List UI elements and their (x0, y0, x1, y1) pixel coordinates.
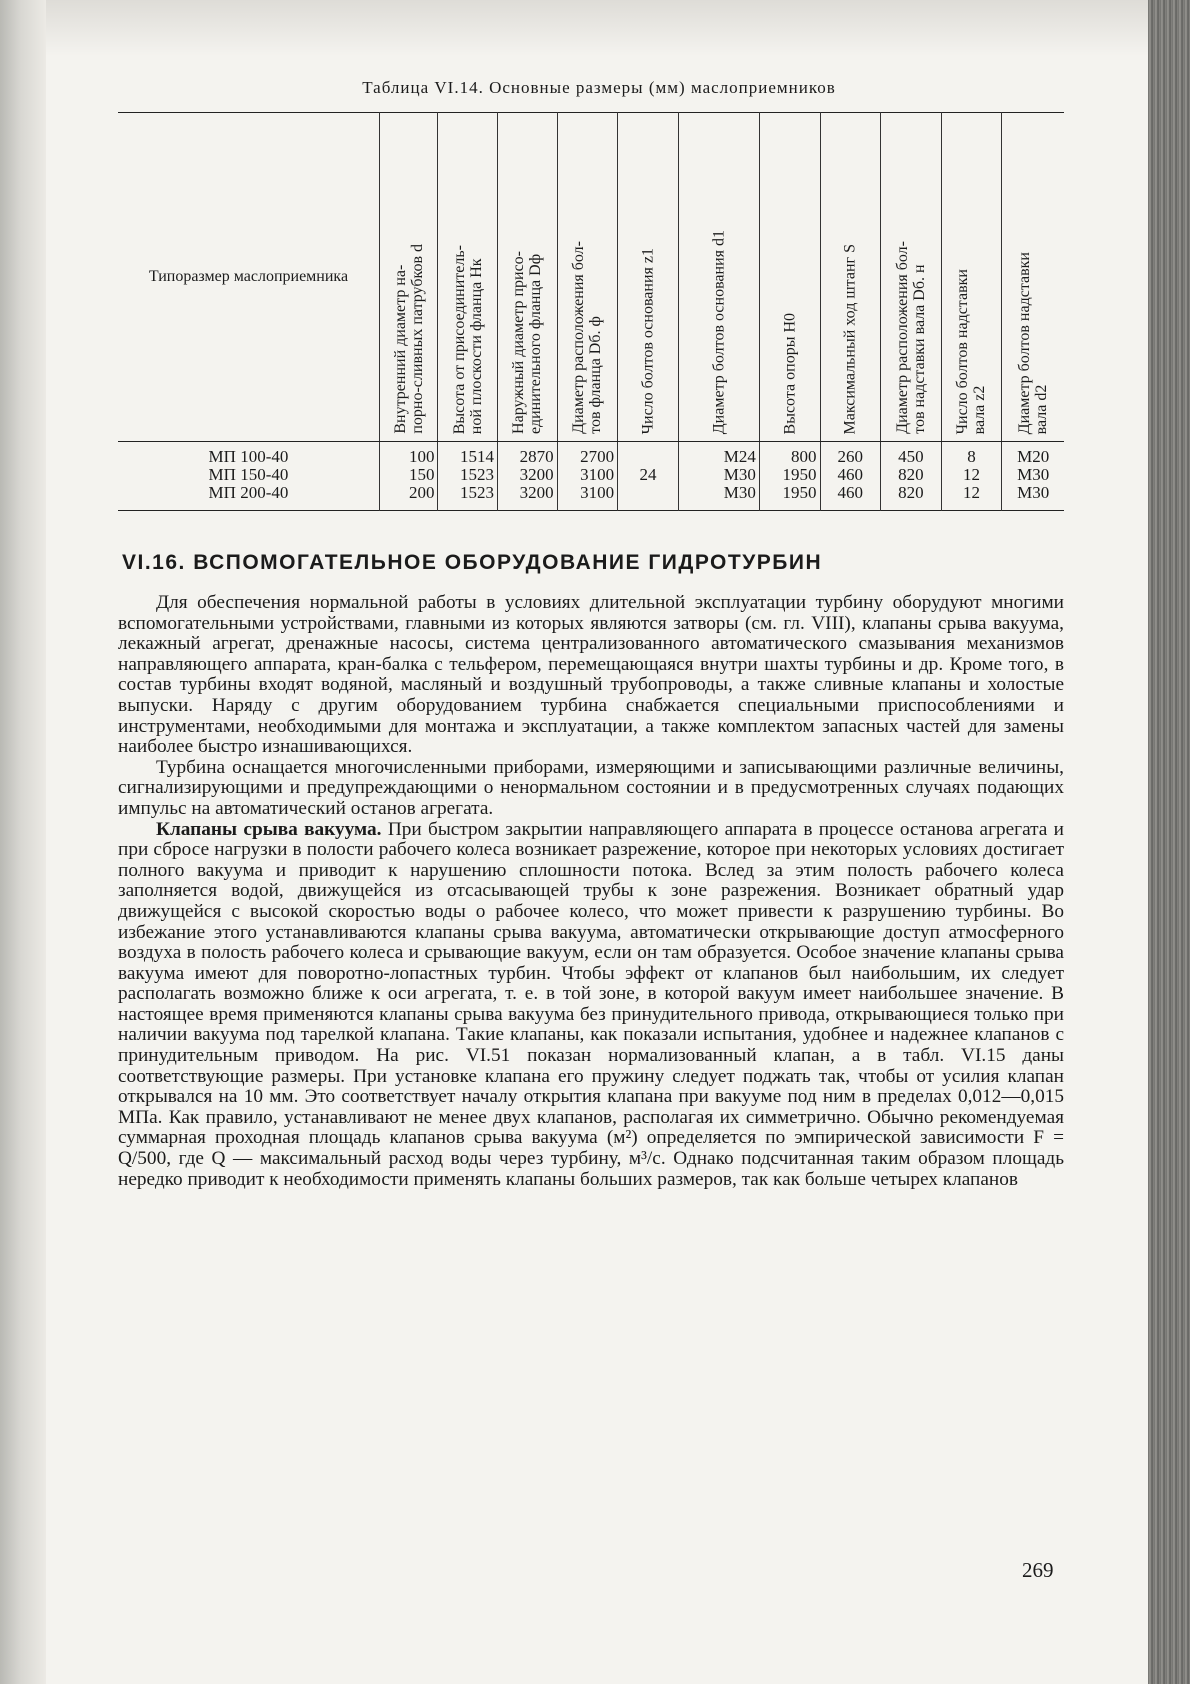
table-cell: 3100 (580, 483, 615, 502)
header-line: вала z2 (971, 385, 989, 434)
table-cell: 460 (837, 465, 864, 484)
table-cell: 1523 (460, 465, 495, 484)
column-header-type: Типоразмер маслоприемника (118, 113, 379, 442)
table-cell: 3200 (519, 465, 554, 484)
section-title: VI.16. ВСПОМОГАТЕЛЬНОЕ ОБОРУДОВАНИЕ ГИДРОТУРБИН (122, 551, 823, 574)
table-cell: МП 150-40 (208, 465, 289, 484)
scan-edge-right (1148, 0, 1190, 1684)
table-cell: 820 (898, 483, 924, 502)
header-line: Внутренний диаметр на- (391, 265, 409, 434)
header-line: Диаметр болтов надставки (1016, 251, 1034, 434)
table-cell: 450 (898, 447, 924, 466)
cell-dbf (557, 442, 618, 511)
cell-z1 (618, 442, 679, 511)
table-cell: М30 (1017, 465, 1050, 484)
cell-h0 (759, 442, 820, 511)
header-line: вала d2 (1033, 384, 1051, 434)
table-cell: М30 (723, 483, 756, 502)
table-cell: 200 (408, 483, 435, 502)
table-cell: 150 (408, 465, 435, 484)
table-cell: 1950 (782, 465, 817, 484)
header-line: ной плоскости фланца Hк (467, 258, 485, 434)
column-header-dbf (557, 113, 618, 442)
cell-d2 (1002, 442, 1064, 511)
header-line: Высота от присоединитель- (450, 244, 468, 434)
dimensions-table (118, 112, 1064, 511)
column-header-z1 (618, 113, 679, 442)
table-cell: 100 (408, 447, 435, 466)
table-cell: М30 (723, 465, 756, 484)
paragraph (118, 593, 1064, 758)
cell-z2 (941, 442, 1002, 511)
table-cell: 820 (898, 465, 924, 484)
cell-dbn (881, 442, 942, 511)
table-body-row (118, 442, 1064, 511)
table-cell: 260 (837, 447, 864, 466)
header-line: единительного фланца Dф (527, 253, 545, 434)
table-cell: М24 (723, 447, 756, 466)
header-line: тов надставки вала Dб. н (910, 264, 928, 434)
cell-hk (438, 442, 498, 511)
table-cell: 800 (791, 447, 817, 466)
page-number: 269 (1022, 1558, 1054, 1582)
column-header-hk (438, 113, 498, 442)
column-header-h0 (759, 113, 820, 442)
scan-edge-left (0, 0, 46, 1684)
table-cell: 12 (962, 483, 980, 502)
table-caption: Таблица VI.14. Основные размеры (мм) маслоприемников (362, 78, 836, 97)
table-cell: М30 (1017, 483, 1050, 502)
column-header-d1 (678, 113, 759, 442)
paragraph-text: При быстром закрытии направляющего аппарата в процессе останова агрегата и при сбросе нагрузки в полости рабочего колеса возникает разрежение, которое при некоторых условиях достигает полного вакуума и приводит к нарушению сплошности потока. Вслед за этим полость рабочего колеса заполняется водой, движущейся из отсасывающей трубы к зоне разрежения. Возникает обратный удар движущейся с высокой скоростью воды о рабочее колесо, что может привести к разрушению турбины. Во избежание этого устанавливаются клапаны срыва вакуума, автоматически открывающие доступ атмосферного воздуха в полость рабочего колеса и срывающие вакуум, если он там образуется. Особое значение клапаны срыва вакуума имеют для поворотно-лопастных турбин. Чтобы эффект от клапанов был наибольшим, их следует располагать возможно ближе к оси агрегата, т. е. в той зоне, в которой вакуум имеет наибольшее значение. В настоящее время применяются клапаны срыва вакуума без принудительного привода, открывающиеся только при наличии вакуума под тарелкой клапана. Такие клапаны, как показали испытания, удобнее и надежнее клапанов с принудительным приводом. На рис. VI.51 показан нормализованный клапан, а в табл. VI.15 даны соответствующие размеры. При установке клапана его пружину следует поджать так, чтобы от усилия клапан открывался на 10 мм. Это соответствует началу открытия клапана при вакууме под ним в пределах 0,012—0,015 МПа. Как правило, устанавливают не менее двух клапанов, располагая их симметрично. Обычно рекомендуемая суммарная проходная площадь клапанов срыва вакуума (м²) определяется по эмпирической зависимости F = Q/500, где Q — максимальный расход воды через турбину, м³/с. Однако подсчитанная таким образом площадь нередко приводит к необходимости применять клапаны больших размеров, так как больше четырех клапанов (118, 818, 1064, 1190)
header-line: Высота опоры H0 (781, 312, 799, 434)
table-cell: МП 100-40 (208, 447, 289, 466)
table-cell: 12 (962, 465, 980, 484)
header-line: Диаметр болтов основания d1 (710, 229, 728, 434)
paragraph (118, 758, 1064, 820)
table-cell: 3100 (580, 465, 615, 484)
paragraph-lead: Клапаны срыва вакуума. (156, 818, 382, 840)
column-header-dbn (881, 113, 942, 442)
paragraph-text: Турбина оснащается многочисленными приборами, измеряющими и записывающими различные величины, сигнализирующими и предупреждающими о ненормальном состоянии и в предусмотренных случаях подающих импульс на автоматический останов агрегата. (118, 756, 1064, 819)
table-cell: 24 (639, 465, 657, 484)
column-header-d2 (1002, 113, 1064, 442)
header-line: Число болтов надставки (954, 268, 972, 434)
header-line: Число болтов основания z1 (639, 247, 657, 434)
header-line: Максимальный ход штанг S (841, 243, 859, 434)
column-header-z2 (941, 113, 1002, 442)
document-page (118, 78, 1064, 1190)
table-cell: МП 200-40 (208, 483, 289, 502)
table-cell: 2870 (519, 447, 554, 466)
column-header-s (820, 113, 881, 442)
cell-s (820, 442, 881, 511)
header-line: порно-сливных патрубков d (408, 244, 426, 434)
table-cell: 1514 (460, 447, 495, 466)
paragraph (118, 820, 1064, 1191)
paragraph-text: Для обеспечения нормальной работы в условиях длительной эксплуатации турбину оборудуют многими вспомогательными устройствами, главными из которых являются затворы (см. гл. VIII), клапаны срыва вакуума, лекажный агрегат, дренажные насосы, система централизованного автоматического смазывания механизмов направляющего аппарата, кран-балка с тельфером, перемещающаяся внутри шахты турбины и др. Кроме того, в состав турбины входят водяной, масляный и воздушный трубопроводы, а также сливные клапаны и холостые выпуски. Наряду с другим оборудованием турбина снабжается специальными приспособлениями и инструментами, необходимыми для монтажа и эксплуатации, а также комплектом запасных частей для замены наиболее быстро изнашивающихся. (118, 592, 1064, 758)
table-cell: 8 (967, 447, 976, 466)
scan-edge-top (46, 0, 1148, 56)
table-cell: 3200 (519, 483, 554, 502)
header-line: Диаметр расположения бол- (893, 241, 911, 434)
header-line: тов фланца Dб. ф (587, 316, 605, 434)
table-cell: 1523 (460, 483, 495, 502)
column-header-df (498, 113, 558, 442)
cell-type-names (118, 442, 379, 511)
cell-d (379, 442, 438, 511)
table-header-row (118, 113, 1064, 442)
table-cell: 460 (837, 483, 864, 502)
cell-df (498, 442, 558, 511)
table-cell: 2700 (580, 447, 615, 466)
cell-d1 (678, 442, 759, 511)
table-cell: 1950 (782, 483, 817, 502)
column-header-d (379, 113, 438, 442)
header-line: Диаметр расположения бол- (570, 241, 588, 434)
header-line: Наружный диаметр присо- (510, 251, 528, 434)
table-cell: М20 (1017, 447, 1050, 466)
